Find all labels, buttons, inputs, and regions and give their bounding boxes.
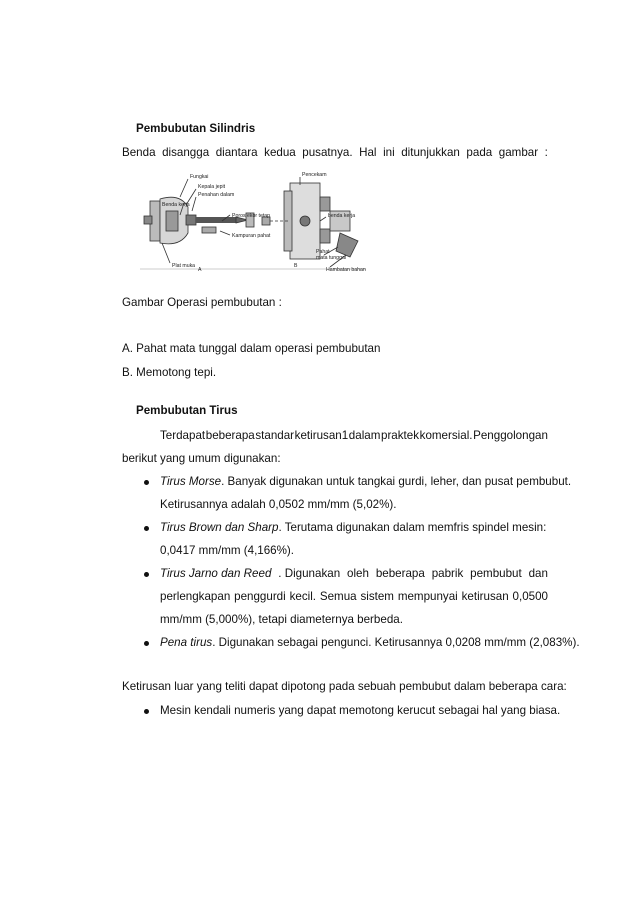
- word: kedua: [264, 146, 296, 159]
- word: pada: [466, 146, 493, 159]
- heading-pembubutan-silindris: Pembubutan Silindris: [136, 122, 256, 135]
- label-pahat: Pahat: [316, 249, 330, 255]
- item-b: B. Memotong tepi.: [122, 366, 217, 379]
- word: gambar: [498, 146, 539, 159]
- label-letter-b: B: [294, 263, 298, 269]
- label-letter-a: A: [198, 267, 202, 273]
- word: beberapa: [375, 567, 425, 580]
- paragraph-line-1: [160, 428, 548, 444]
- bullet-jarno-line-1: [160, 566, 548, 582]
- label-benda-kerja: Benda kerja: [162, 202, 190, 208]
- label-benda-kerja-2: benda kerja: [328, 213, 356, 219]
- word: pabrik: [431, 567, 464, 580]
- bullet-dot: [144, 641, 149, 646]
- bullet-morse-text: . Banyak digunakan untuk tangkai gurdi, leher, dan pusat pembubut.: [221, 475, 572, 488]
- lathe-diagram: [140, 171, 366, 277]
- label-pelat-muka: Plat muka: [172, 263, 196, 269]
- word: Terdapat: [160, 429, 206, 442]
- term-pena-tirus: Pena tirus: [160, 636, 213, 649]
- bullet-brown-line-1: [160, 520, 546, 536]
- term-tirus-brown-sharp: Tirus Brown dan Sharp: [160, 521, 279, 534]
- bullet-pena-text: . Digunakan sebagai pengunci. Ketirusannya 0,0208 mm/mm (2,083%).: [212, 636, 580, 649]
- word: Penggolongan: [473, 429, 548, 442]
- bullet-dot: [144, 572, 149, 577]
- label-penahan-dalam: Penahan dalam: [198, 192, 235, 198]
- bullet-dot: [144, 709, 149, 714]
- item-a: A. Pahat mata tunggal dalam operasi pembubutan: [122, 342, 381, 355]
- word: komersial.: [419, 429, 473, 442]
- paragraph-line-2: berikut yang umum digunakan:: [122, 452, 281, 465]
- word: beberapa: [205, 429, 255, 442]
- bullet-dot: [144, 526, 149, 531]
- word: disangga: [162, 146, 210, 159]
- lathe-operation-figure: [140, 171, 366, 277]
- label-pencekam: Pencekam: [302, 172, 327, 178]
- label-kepala-jepit: Kepala jepit: [198, 184, 226, 190]
- word: oleh: [347, 567, 369, 580]
- word: ditunjukkan: [401, 146, 460, 159]
- term-tirus-morse: Tirus Morse: [160, 475, 222, 488]
- word: . Digunakan: [278, 567, 341, 580]
- figure-caption: Gambar Operasi pembubutan :: [122, 296, 282, 309]
- word: dalam: [348, 429, 381, 442]
- word: Hal: [359, 146, 377, 159]
- label-hambatan: Hambatan bahan: [326, 267, 366, 273]
- word: standar: [255, 429, 295, 442]
- bullet-jarno-line-2: perlengkapan penggurdi kecil. Semua sistem mempunyai ketirusan 0,0500: [160, 590, 548, 603]
- label-poros-ekor: Poros ekor tetap: [232, 213, 271, 219]
- bullet-dot: [144, 480, 149, 485]
- label-kampuran: Kampuran pahat: [232, 233, 271, 239]
- bullet-morse-line-2: Ketirusannya adalah 0,0502 mm/mm (5,02%).: [160, 498, 397, 511]
- word: pembubut: [470, 567, 522, 580]
- bullet-pena-line: [160, 635, 580, 651]
- word: :: [544, 146, 548, 159]
- word: dan: [528, 567, 548, 580]
- intro-line: [122, 145, 548, 161]
- bullet-brown-text: . Terutama digunakan dalam memfris spindel mesin:: [278, 521, 547, 534]
- bullet-brown-line-2: 0,0417 mm/mm (4,166%).: [160, 544, 295, 557]
- word: praktek: [381, 429, 420, 442]
- word: ini: [383, 146, 395, 159]
- label-fungkai: Fungkai: [190, 174, 209, 180]
- term-tirus-jarno-reed: Tirus Jarno dan Reed: [160, 567, 272, 580]
- outer-taper-bullet-1: Mesin kendali numeris yang dapat memotong kerucut sebagai hal yang biasa.: [160, 704, 561, 717]
- word: pusatnya.: [302, 146, 353, 159]
- word: diantara: [215, 146, 258, 159]
- bullet-morse-line-1: [160, 474, 571, 490]
- bullet-jarno-line-3: mm/mm (5,000%), tetapi diameternya berbeda.: [160, 613, 403, 626]
- outer-taper-intro: Ketirusan luar yang teliti dapat dipotong pada sebuah pembubut dalam beberapa cara:: [122, 680, 567, 693]
- heading-pembubutan-tirus: Pembubutan Tirus: [136, 404, 238, 417]
- word: ketirusan1: [294, 429, 349, 442]
- label-mata-tunggal: mata tunggal: [316, 255, 346, 261]
- word: Benda: [122, 146, 156, 159]
